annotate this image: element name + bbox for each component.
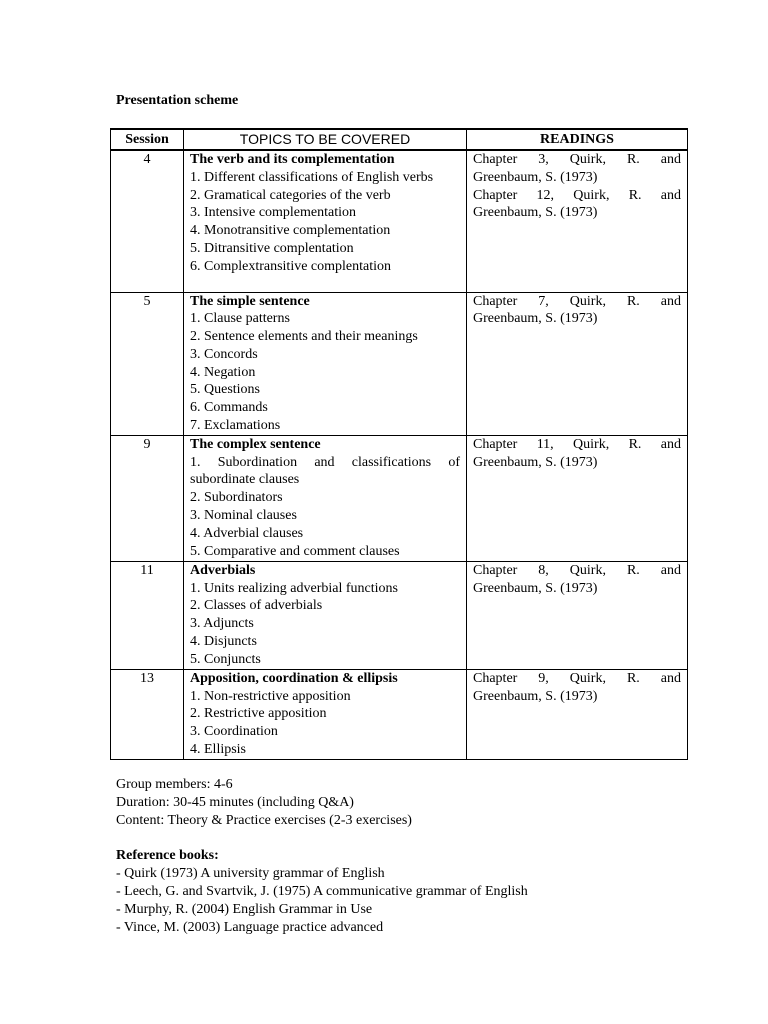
topic-item: 1. Non-restrictive apposition [190,688,351,704]
topic-item: 3. Coordination [190,724,278,740]
reading-line: Greenbaum, S. (1973) [473,169,598,185]
table-row [111,669,688,759]
topics-cell [184,292,467,435]
reading-line: Chapter 8, Quirk, R. and [473,562,681,578]
reference-item: - Leech, G. and Svartvik, J. (1975) A communicative grammar of English [116,884,528,899]
table-row [111,561,688,669]
presentation-table [110,128,688,760]
topic-title: Adverbials [190,562,256,578]
session-number: 5 [111,292,184,435]
topics-cell [184,669,467,759]
reference-item: - Vince, M. (2003) Language practice advanced [116,920,384,935]
topic-item: 5. Questions [190,382,260,398]
session-number: 13 [111,669,184,759]
topics-cell [184,435,467,561]
topic-title: Apposition, coordination & ellipsis [190,670,398,686]
reading-line: Chapter 12, Quirk, R. and [473,187,681,203]
topic-item: 1. Clause patterns [190,311,290,327]
page-title: Presentation scheme [116,93,239,108]
topic-item: 5. Ditransitive complentation [190,240,354,256]
topic-item: 4. Adverbial clauses [190,525,304,541]
topic-title: The complex sentence [190,436,321,452]
table-body [111,150,688,759]
reference-item: - Murphy, R. (2004) English Grammar in Use [116,902,373,917]
table-row [111,435,688,561]
reference-item: - Quirk (1973) A university grammar of English [116,866,385,881]
topics-cell [184,561,467,669]
topic-item: 4. Disjuncts [190,634,257,650]
table-header-row [111,129,688,150]
group-members: Group members: 4-6 [116,777,233,792]
header-readings: READINGS [467,129,688,150]
table-row [111,150,688,292]
header-session: Session [111,129,184,150]
session-number: 11 [111,561,184,669]
topic-item: 1. Units realizing adverbial functions [190,580,398,596]
topic-item: 4. Ellipsis [190,742,247,758]
topic-item: 1. Different classifications of English verbs [190,169,434,185]
topic-title: The verb and its complementation [190,152,395,167]
topic-item: 3. Adjuncts [190,616,254,632]
readings-cell [467,435,688,561]
topics-cell [184,150,467,292]
reading-line: Greenbaum, S. (1973) [473,580,598,596]
topic-item: 2. Subordinators [190,490,283,506]
references-title: Reference books: [116,848,219,863]
topic-item: 1. Subordination and classifications of subordinate clauses [190,454,460,488]
topic-item: 4. Monotransitive complementation [190,223,391,239]
readings-cell [467,292,688,435]
topic-item: 2. Gramatical categories of the verb [190,187,391,203]
reading-line: Chapter 9, Quirk, R. and [473,670,681,686]
topic-item: 3. Nominal clauses [190,508,297,524]
session-number: 4 [111,150,184,292]
topic-item: 3. Concords [190,346,258,362]
topic-item: 5. Conjuncts [190,651,261,667]
session-number: 9 [111,435,184,561]
topic-item: 6. Commands [190,400,268,416]
topic-item: 3. Intensive complementation [190,205,357,221]
topic-item: 6. Complextransitive complentation [190,258,392,274]
topic-item: 4. Negation [190,364,256,380]
table-row [111,292,688,435]
content-description: Content: Theory & Practice exercises (2-3 exercises) [116,813,412,828]
readings-cell [467,669,688,759]
info-block [116,776,528,937]
topic-item: 2. Restrictive apposition [190,706,327,722]
reading-line: Greenbaum, S. (1973) [473,688,598,704]
reading-line: Greenbaum, S. (1973) [473,454,598,470]
topic-item: 2. Sentence elements and their meanings [190,329,418,345]
readings-cell [467,561,688,669]
readings-cell [467,150,688,292]
topic-item: 2. Classes of adverbials [190,598,323,614]
topic-item: 5. Comparative and comment clauses [190,543,400,559]
reading-line: Chapter 7, Quirk, R. and [473,293,681,309]
topic-title: The simple sentence [190,293,310,309]
topic-item: 7. Exclamations [190,418,281,434]
reading-line: Greenbaum, S. (1973) [473,311,598,327]
reading-line: Chapter 3, Quirk, R. and [473,152,681,167]
reading-line: Greenbaum, S. (1973) [473,205,598,221]
reading-line: Chapter 11, Quirk, R. and [473,436,681,452]
duration: Duration: 30-45 minutes (including Q&A) [116,795,354,810]
header-topics: TOPICS TO BE COVERED [184,129,467,150]
